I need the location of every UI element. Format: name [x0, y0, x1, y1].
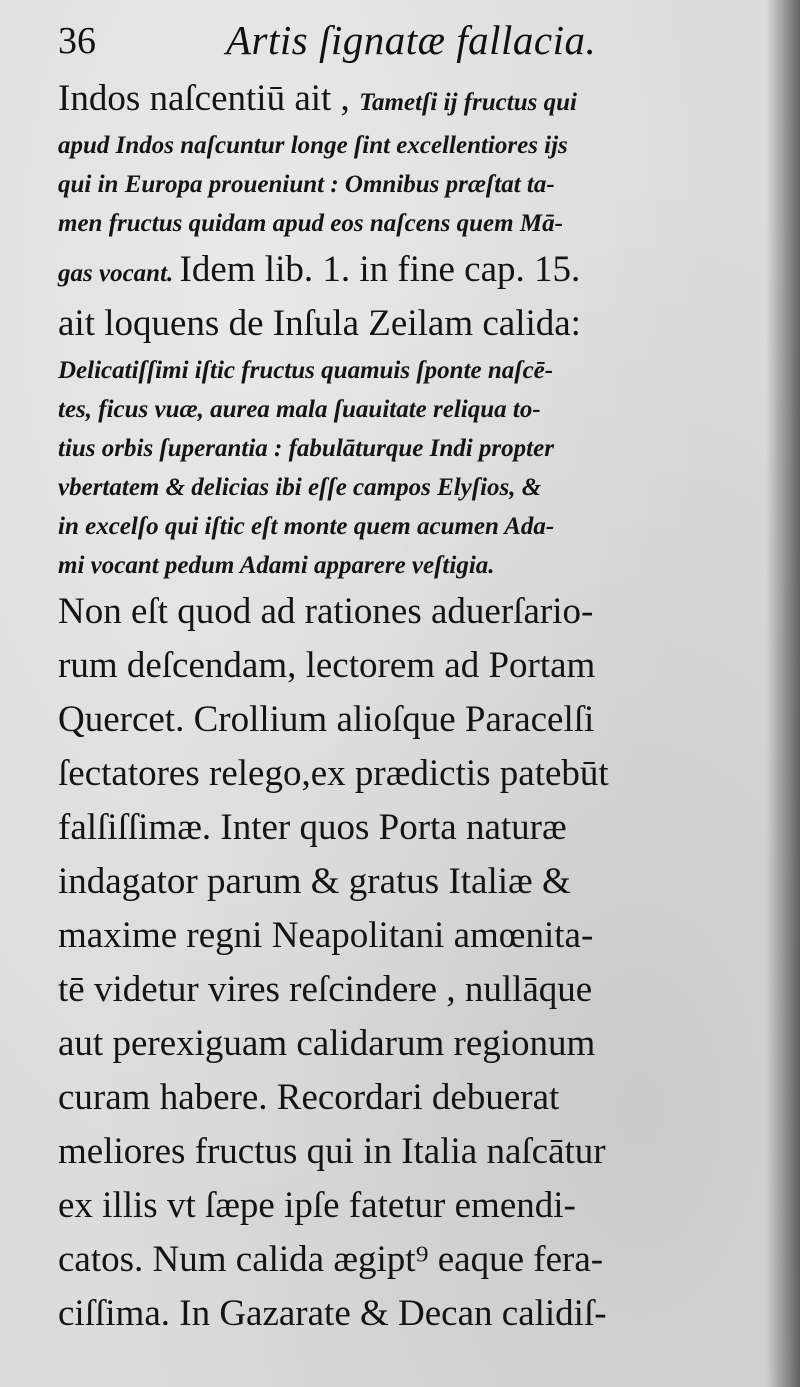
running-title: Artis ſignatæ fallacia.: [226, 17, 597, 63]
text-line: [58, 351, 770, 390]
body-text: [58, 72, 770, 1341]
roman-text-run: rum deſcendam, lectorem ad Portam: [58, 645, 596, 686]
text-line: [58, 243, 770, 297]
text-line: [58, 585, 770, 639]
text-line: [58, 1125, 770, 1179]
roman-text-run: falſiſſimæ. Inter quos Porta naturæ: [58, 807, 567, 848]
text-line: [58, 390, 770, 429]
roman-text-run: ſectatores relego,ex prædictis patebūt: [58, 753, 609, 794]
italic-text-run: apud Indos naſcuntur longe ſint excellentiores ijs: [58, 132, 568, 159]
text-line: [58, 1071, 770, 1125]
italic-text-run: men fructus quidam apud eos naſcens quem Mā-: [58, 210, 563, 237]
page-number: 36: [58, 20, 96, 62]
roman-text-run: indagator parum & gratus Italiæ &: [58, 861, 571, 902]
roman-text-run: ex illis vt ſæpe ipſe fatetur emendi-: [58, 1185, 576, 1226]
roman-text-run: meliores fructus qui in Italia naſcātur: [58, 1131, 606, 1172]
text-line: [58, 507, 770, 546]
roman-text-run: tē videtur vires reſcindere , nullāque: [58, 969, 593, 1010]
italic-text-run: Tametſi ij fructus qui: [359, 89, 577, 116]
page-gutter-shadow: [766, 0, 800, 1387]
italic-text-run: vbertatem & delicias ibi eſſe campos Elyſios, &: [58, 474, 542, 501]
text-line: [58, 639, 770, 693]
italic-text-run: qui in Europa proueniunt : Omnibus præſtat ta-: [58, 171, 555, 198]
text-line: [58, 1287, 770, 1341]
roman-text-run: maxime regni Neapolitani amœnita-: [58, 915, 594, 956]
roman-text-run: Indos naſcentiū ait ,: [58, 78, 360, 119]
italic-text-run: mi vocant pedum Adami apparere veſtigia.: [58, 552, 495, 579]
text-line: [58, 1017, 770, 1071]
text-line: [58, 72, 770, 126]
roman-text-run: aut perexiguam calidarum regionum: [58, 1023, 596, 1064]
text-line: [58, 468, 770, 507]
text-line: [58, 204, 770, 243]
roman-text-run: curam habere. Recordari debuerat: [58, 1077, 560, 1118]
text-line: [58, 963, 770, 1017]
roman-text-run: Non eſt quod ad rationes aduerſario-: [58, 591, 594, 632]
page-header: [58, 14, 758, 66]
text-line: [58, 1179, 770, 1233]
italic-text-run: in excelſo qui iſtic eſt monte quem acumen Ada-: [58, 513, 555, 540]
text-line: [58, 297, 770, 351]
italic-text-run: gas vocant.: [58, 260, 180, 287]
roman-text-run: ait loquens de Inſula Zeilam calida:: [58, 303, 581, 344]
roman-text-run: ciſſima. In Gazarate & Decan calidiſ-: [58, 1293, 607, 1334]
text-line: [58, 126, 770, 165]
roman-text-run: Quercet. Crollium alioſque Paracelſi: [58, 699, 595, 740]
text-line: [58, 165, 770, 204]
roman-text-run: catos. Num calida ægipt⁹ eaque fera-: [58, 1239, 604, 1280]
text-line: [58, 693, 770, 747]
text-line: [58, 429, 770, 468]
text-line: [58, 909, 770, 963]
text-line: [58, 546, 770, 585]
italic-text-run: tes, ficus vuæ, aurea mala ſuauitate reliqua to-: [58, 396, 541, 423]
roman-text-run: Idem lib. 1. in fine cap. 15.: [179, 249, 581, 290]
italic-text-run: Delicatiſſimi iſtic fructus quamuis ſponte naſcē-: [58, 357, 554, 384]
text-line: [58, 801, 770, 855]
text-line: [58, 1233, 770, 1287]
italic-text-run: tius orbis ſuperantia : fabulāturque Indi propter: [58, 435, 554, 462]
text-line: [58, 855, 770, 909]
text-line: [58, 747, 770, 801]
